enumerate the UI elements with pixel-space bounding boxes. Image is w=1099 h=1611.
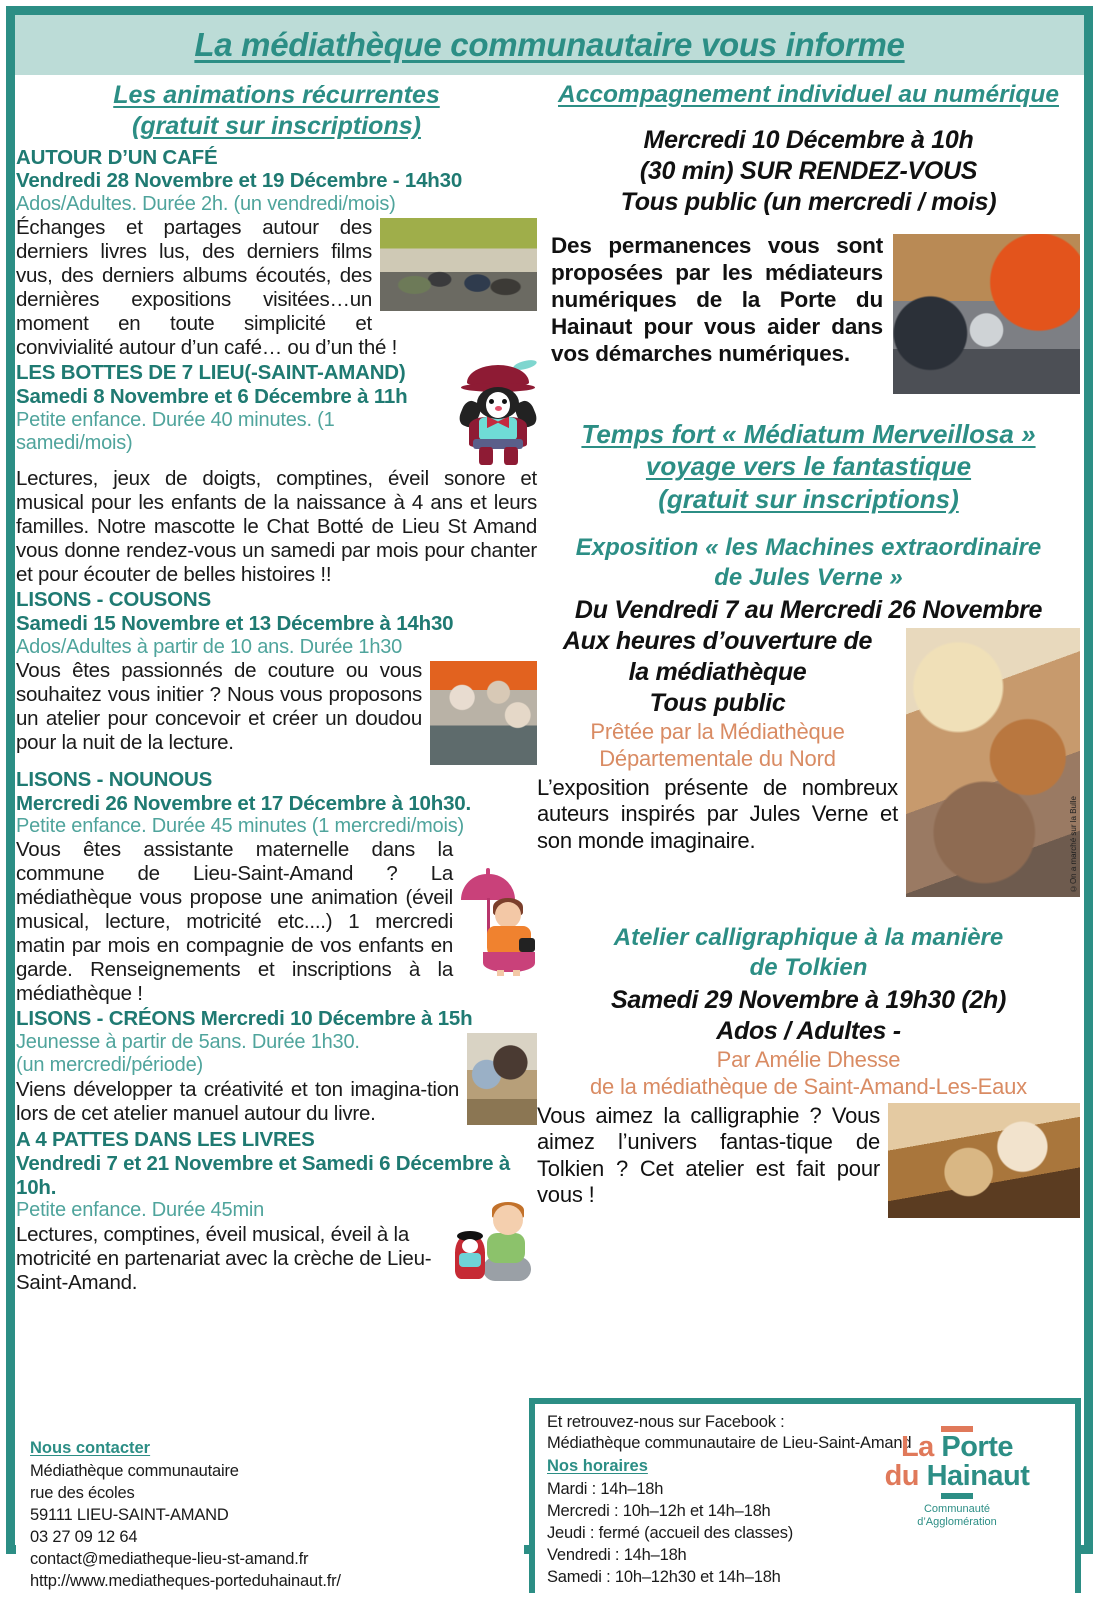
hours-line-vendredi: Vendredi : 14h–18h	[547, 1546, 687, 1565]
section-temps-fort	[537, 418, 1080, 516]
event-date: Samedi 15 Novembre et 13 Décembre à 14h30	[16, 611, 454, 635]
left-section-title-line1: Les animations récurrentes	[113, 81, 440, 109]
left-section-title-line2: (gratuit sur inscriptions)	[132, 112, 421, 141]
temps-fort-title-line1: Temps fort « Médiatum Merveillosa »	[581, 418, 1036, 449]
exposition-line-3: la médiathèque	[628, 658, 807, 687]
event-date: Vendredi 28 Novembre et 19 Décembre - 14h30	[16, 169, 463, 193]
exposition-line-1: Du Vendredi 7 au Mercredi 26 Novembre	[574, 596, 1043, 625]
calligraphie-credit-2: de la médiathèque de Saint-Amand-Les-Eaux	[590, 1073, 1027, 1099]
photo-mediateurs-numeriques	[893, 234, 1080, 394]
exposition-line-4: Tous public	[649, 689, 786, 718]
calligraphie-title-line2: de Tolkien	[749, 954, 868, 982]
event-name: LISONS - COUSONS	[16, 588, 211, 612]
logo-bar-bottom-icon	[941, 1493, 973, 1499]
event-date: Vendredi 7 et 21 Novembre et Samedi 6 Décembre à 10h.	[16, 1151, 511, 1199]
logo-sub-1: Communauté	[923, 1502, 991, 1515]
logo-la-porte-du-hainaut	[877, 1426, 1037, 1530]
event-meta: Petite enfance. Durée 40 minutes. (1 samedi/mois)	[16, 408, 335, 454]
footer-contact	[16, 1431, 524, 1593]
event-body: Lectures, jeux de doigts, comptines, éveil sonore et musical pour les enfants de la naissance à 4 ans et leurs familles. Notre mascotte le Chat Botté de Lieu St Amand vous donne rendez-vous un samedi par mois pour chanter et pour écouter de belles histoires !!	[16, 467, 537, 587]
event-body: Lectures, comptines, éveil musical, éveil à la motricité en partenariat avec la crèche de Lieu-Saint-Amand.	[16, 1222, 432, 1294]
contact-website-link[interactable]: http://www.mediatheques-porteduhainaut.fr/	[30, 1572, 341, 1591]
event-name: LISONS - NOUNOUS	[16, 767, 213, 791]
numerique-title: Accompagnement individuel au numérique	[558, 81, 1059, 108]
event-meta: Ados/Adultes à partir de 10 ans. Durée 1h30	[16, 635, 403, 658]
illustration-nounou-parapluie-icon	[461, 872, 537, 976]
temps-fort-title-line3: (gratuit sur inscriptions)	[658, 483, 959, 514]
event-date: Samedi 8 Novembre et 6 Décembre à 11h	[16, 384, 408, 408]
logo-line2-a: du	[884, 1459, 927, 1492]
event-body: Vous êtes assistante maternelle dans la commune de Lieu-Saint-Amand ? La médiathèque vous propose une animation (éveil musical, lecture, motricité etc....) 1 mercredi matin par mois en compagnie de vos enfants en garde. Renseignements et inscriptions à la médiathèque !	[16, 838, 453, 1006]
contact-email[interactable]: contact@mediatheque-lieu-st-amand.fr	[30, 1550, 309, 1569]
photo-atelier-couture	[430, 661, 537, 765]
event-a-4-pattes-dans-les-livres	[16, 1128, 537, 1294]
hours-line-mardi: Mardi : 14h–18h	[547, 1480, 664, 1499]
logo-line2-b: Hainaut	[926, 1459, 1030, 1492]
calligraphie-title-line1: Atelier calligraphique à la manière	[613, 924, 1004, 952]
contact-line: 59111 LIEU-SAINT-AMAND	[30, 1506, 229, 1525]
contact-phone: 03 27 09 12 64	[30, 1528, 138, 1547]
hours-line-mercredi: Mercredi : 10h–12h et 14h–18h	[547, 1502, 771, 1521]
contact-line: Médiathèque communautaire	[30, 1462, 239, 1481]
event-name: AUTOUR D’UN CAFÉ	[16, 145, 218, 169]
exposition-line-2: Aux heures d’ouverture de	[562, 627, 873, 656]
event-body: Vous êtes passionnés de couture ou vous souhaitez vous initier ? Nous vous proposons un atelier pour concevoir et créer un doudou pour la nuit de la lecture.	[16, 658, 422, 754]
numerique-line-2: (30 min) SUR RENDEZ-VOUS	[639, 156, 978, 185]
logo-line1-a: La	[900, 1430, 942, 1463]
photo-atelier-creatif	[467, 1033, 537, 1125]
temps-fort-title-line2: voyage vers le fantastique	[645, 451, 972, 482]
event-name: LES BOTTES DE 7 LIEU(-SAINT-AMAND)	[16, 361, 406, 385]
event-meta: Jeunesse à partir de 5ans. Durée 1h30.	[16, 1031, 360, 1054]
photo-cafe-rencontre	[380, 218, 537, 311]
numerique-line-1: Mercredi 10 Décembre à 10h	[643, 125, 974, 154]
exposition-title-line2: de Jules Verne »	[714, 564, 903, 592]
affiche-machines-extraordinaires	[906, 628, 1080, 897]
footer-info	[529, 1398, 1081, 1593]
exposition-body: L’exposition présente de nombreux auteurs inspirés par Jules Verne et son monde imaginaire.	[537, 774, 898, 853]
numerique-body: Des permanences vous sont proposées par les médiateurs numériques de la Porte du Hainaut pour vous aider dans vos démarches numériques.	[551, 232, 883, 366]
event-lisons-nounous	[16, 768, 537, 1007]
photo-plume-calligraphie	[888, 1103, 1080, 1218]
event-lisons-cousons	[16, 588, 537, 767]
right-column	[537, 80, 1080, 1218]
facebook-page-name[interactable]: Médiathèque communautaire de Lieu-Saint-Amand	[547, 1434, 912, 1453]
event-autour-dun-cafe	[16, 146, 537, 361]
calligraphie-line-1: Samedi 29 Novembre à 19h30 (2h)	[610, 986, 1007, 1015]
event-body: Échanges et partages autour des derniers livres lus, des derniers films vus, des derniers albums écoutés, des dernières expositions visitées…un moment en toute simplicité et convivialité autour d’un café… ou d’un thé !	[16, 216, 398, 360]
numerique-line-3: Tous public (un mercredi / mois)	[620, 187, 997, 216]
hours-heading: Nos horaires	[547, 1457, 648, 1476]
contact-line: rue des écoles	[30, 1484, 135, 1503]
facebook-intro: Et retrouvez-nous sur Facebook :	[547, 1412, 785, 1431]
calligraphie-credit-1: Par Amélie Dhesse	[716, 1047, 901, 1073]
event-les-bottes-de-7-lieu	[16, 361, 537, 587]
hours-line-jeudi: Jeudi : fermé (accueil des classes)	[547, 1524, 794, 1543]
contact-heading: Nous contacter	[30, 1439, 151, 1458]
event-meta: Petite enfance. Durée 45 minutes (1 mercredi/mois)	[16, 815, 464, 838]
illustration-bebe-livre-icon	[453, 1201, 537, 1287]
event-lisons-creons	[16, 1007, 537, 1127]
logo-line1-b: Porte	[941, 1430, 1014, 1463]
exposition-title-line1: Exposition « les Machines extraordinaire	[575, 534, 1042, 562]
event-meta: Ados/Adultes. Durée 2h. (un vendredi/mois)	[16, 193, 396, 216]
left-column	[16, 80, 537, 1295]
section-exposition-jules-verne	[537, 533, 1080, 899]
section-accompagnement-numerique	[537, 80, 1080, 396]
logo-sub-2: d’Agglomération	[917, 1515, 997, 1528]
event-body: Viens développer ta créativité et ton imagina-tion lors de cet atelier manuel autour du livre.	[16, 1077, 459, 1125]
header-band	[15, 15, 1084, 75]
calligraphie-line-2: Ados / Adultes -	[716, 1017, 901, 1046]
event-meta: Petite enfance. Durée 45min	[16, 1199, 265, 1222]
page-title: La médiathèque communautaire vous informe	[194, 26, 905, 63]
mascotte-chat-botte-icon	[459, 361, 537, 465]
exposition-credit-2: Départementale du Nord	[599, 745, 836, 771]
calligraphie-body: Vous aimez la calligraphie ? Vous aimez l’univers fantas-tique de Tolkien ? Cet atelier est fait pour vous !	[537, 1102, 880, 1207]
exposition-credit-1: Prêtée par la Médiathèque	[590, 719, 845, 745]
hours-line-samedi: Samedi : 10h–12h30 et 14h–18h	[547, 1568, 781, 1587]
affiche-credit: ©On a marché sur la Bulle	[1069, 796, 1078, 894]
event-date: Mercredi 26 Novembre et 17 Décembre à 10h30.	[16, 791, 471, 815]
section-atelier-calligraphique	[537, 923, 1080, 1218]
event-name: A 4 PATTES DANS LES LIVRES	[16, 1128, 315, 1152]
event-meta-2: (un mercredi/période)	[16, 1054, 203, 1077]
event-name: LISONS - CRÉONS Mercredi 10 Décembre à 15h	[16, 1007, 473, 1031]
